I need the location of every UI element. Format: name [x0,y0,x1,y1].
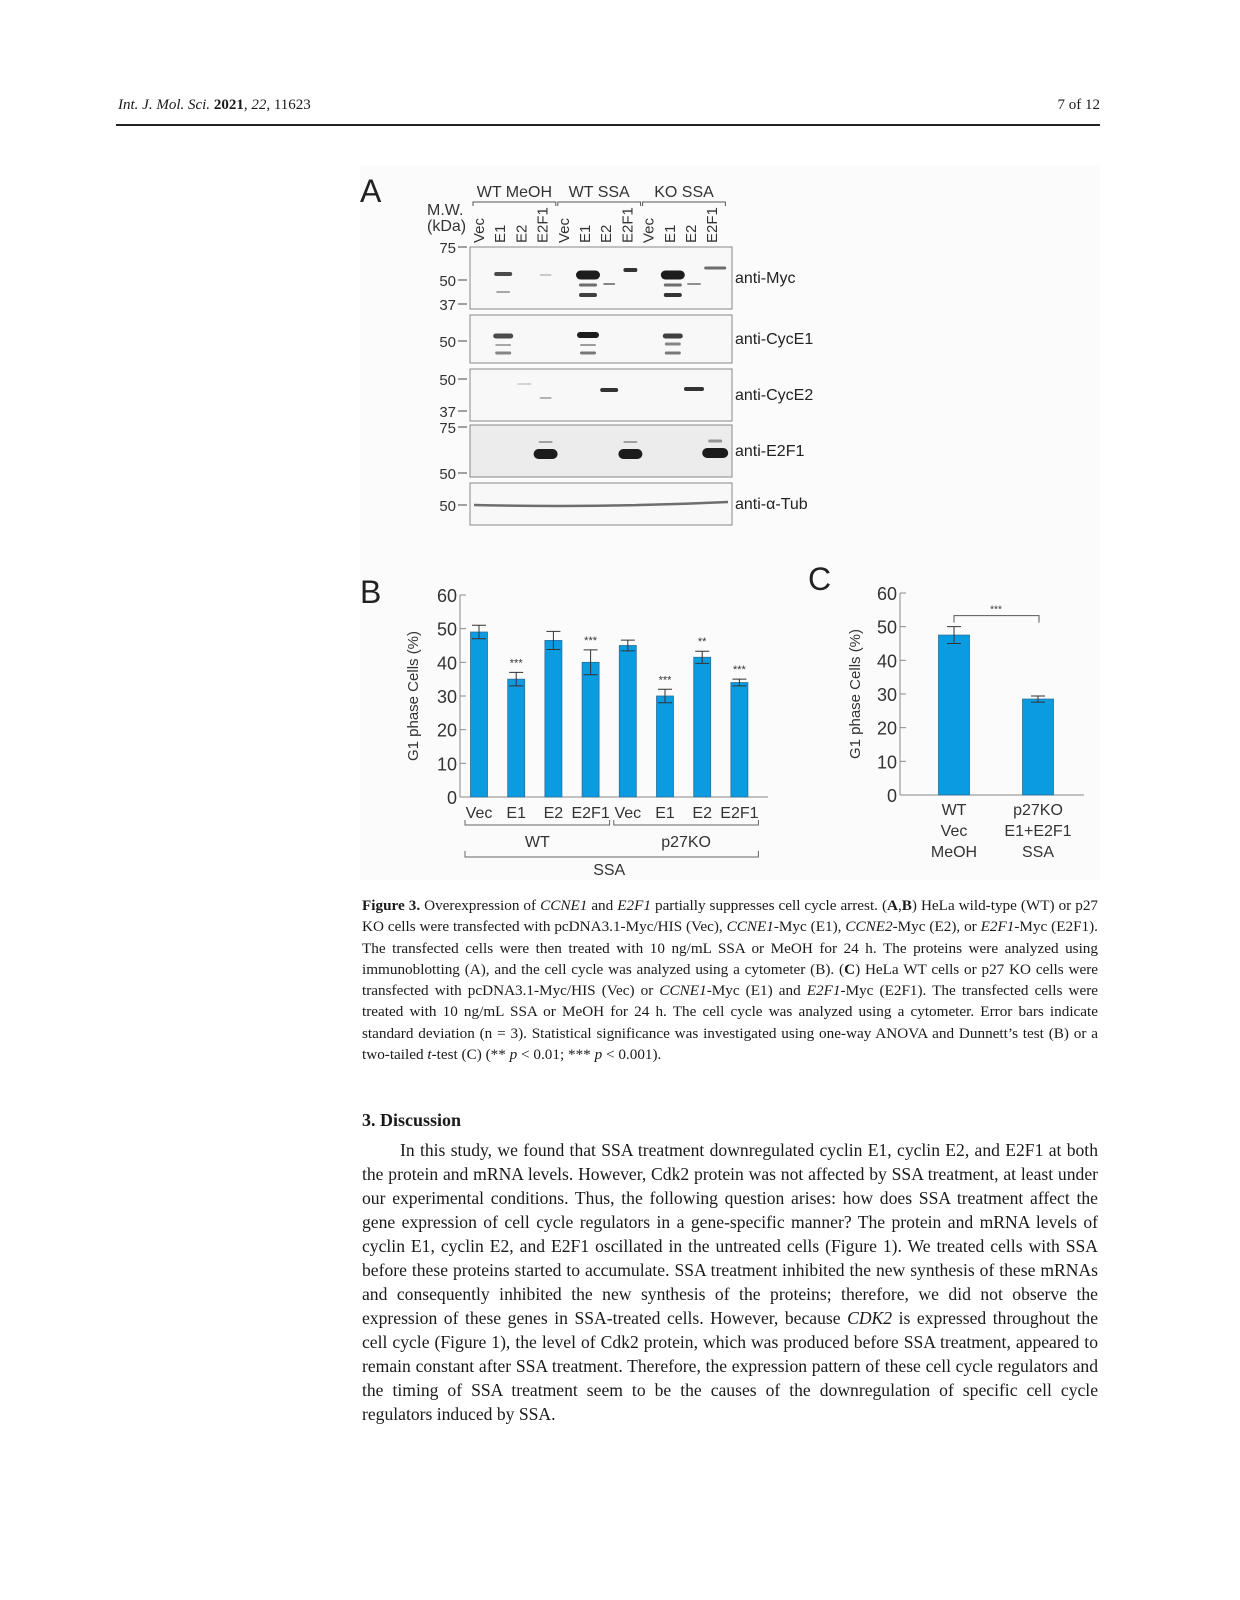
protein-band [577,332,599,338]
bar [582,662,599,797]
caption-label: Figure 3. [362,897,421,914]
y-tick-label: 40 [876,651,897,672]
protein-band [534,449,558,459]
bar [694,657,711,797]
caption-text: -test (C) (** [431,1046,510,1064]
outer-group-label: SSA [593,862,626,879]
figure-3 [360,165,1100,880]
significance-marker: *** [732,664,746,677]
y-tick-label: 20 [436,720,457,741]
article-number: 11623 [273,97,311,113]
protein-band [540,274,552,276]
protein-band [495,344,511,346]
caption-text: ) HeLa wild-type (WT) or p27 KO cells were transfected with pcDNA3.1-Myc/HIS (Vec), [362,897,1099,936]
protein-band [580,352,596,355]
gene-name: CDK2 [847,1308,893,1328]
protein-band [603,283,615,285]
bar [657,696,674,797]
protein-band [494,272,512,276]
x-tick-label: WT [941,802,967,819]
lane-label: E2 [683,224,700,243]
lane-label: E1 [577,224,594,243]
lane-label: E1 [492,224,510,243]
protein-band [618,449,642,459]
protein-band [623,441,637,443]
paragraph-text: is expressed throughout the cell cycle (Figure 1), the level of Cdk2 protein, which was produced before SSA treatment, appeared to remain constant after SSA treatment. Therefore, the expression pattern of these cell cycle regulators and the timing of SSA treatment seem to be the causes of the downregulation of specific cell cycle regulators induced by SSA. [362,1308,1099,1424]
protein-band [496,291,510,293]
caption-text: -Myc (E2), or [892,918,981,936]
y-axis-label: G1 phase Cells (%) [405,630,422,762]
lane-label: E2F1 [619,207,637,243]
journal-volume: 22 [251,97,267,113]
bar [471,632,488,797]
y-tick-label: 40 [436,653,457,674]
group-bracket [558,202,641,206]
header-rule [116,124,1100,126]
journal-citation: Int. J. Mol. Sci. 2021, 22, 11623 [118,97,311,113]
group-label: p27KO [661,834,712,851]
mw-marker: 75 [439,420,456,437]
lane-label: E2F1 [534,207,552,243]
discussion-paragraph [362,1138,1098,1426]
blot-anticyce1 [439,315,813,363]
y-tick-label: 0 [886,786,897,806]
y-axis-label: G1 phase Cells (%) [847,628,864,760]
group-label: WT [524,834,550,851]
caption-text: Overexpression of [420,897,541,914]
gene-name: CCNE1 [659,982,707,1000]
y-tick-label: 20 [876,718,897,739]
bar [939,635,970,795]
x-tick-label: Vec [940,823,968,840]
journal-year: 2021 [213,97,244,113]
caption-text: , [897,897,902,914]
blot-antitub [439,483,807,525]
blot-membrane [470,369,732,421]
protein-band [708,440,722,443]
gene-name: E2F1 [980,918,1015,936]
page-number: 7 of 12 [1057,97,1100,113]
protein-band [576,271,600,280]
x-tick-label: Vec [465,805,493,822]
protein-band [687,283,701,285]
gene-name: CCNE1 [540,897,588,914]
gene-name: E2F1 [617,897,651,914]
mw-marker: 50 [439,372,456,389]
protein-band [702,448,728,458]
caption-text: and [587,897,618,914]
panel-b [360,574,768,879]
kda-label: (kDa) [427,218,467,235]
y-tick-label: 0 [446,788,457,808]
gene-name: E2F1 [806,982,841,1000]
protein-band [623,268,637,272]
figure-caption [362,895,1098,1065]
mw-marker: 50 [439,498,456,515]
panel-ref: C [844,960,856,978]
section-heading: 3. Discussion [362,1110,462,1130]
protein-band [665,352,681,355]
blot-antie2f1 [439,420,804,483]
y-tick-label: 60 [876,584,897,604]
protein-band [661,271,685,280]
significance-marker: *** [509,657,523,670]
x-tick-label: E1 [506,805,526,822]
caption-text: -Myc (E1), [773,918,846,936]
mw-marker: 37 [439,297,456,314]
blot-membrane [470,247,732,309]
protein-band [665,343,681,346]
bar [731,683,748,797]
x-tick-label: p27KO [1013,802,1063,819]
lane-label: E1 [661,224,679,243]
caption-text: < 0.01; *** [517,1046,595,1064]
x-tick-label: E2F1 [571,805,610,822]
panel-a-letter: A [360,173,382,209]
y-tick-label: 50 [876,617,897,638]
panel-c [808,561,1084,861]
lane-label: Vec [640,217,658,243]
protein-band [493,334,513,339]
outer-bracket [465,851,758,857]
blot-membrane [470,425,732,477]
y-tick-label: 30 [876,685,897,705]
group-label: KO SSA [654,184,714,201]
mw-marker: 50 [439,466,456,483]
panel-letter: B [360,574,382,610]
protein-band [495,352,511,355]
protein-band [539,441,553,443]
group-label: WT MeOH [476,184,553,201]
x-tick-label: Vec [614,805,642,822]
comparison-bracket [954,616,1039,623]
bar [619,646,636,798]
protein-band [580,344,596,346]
x-tick-label: E2F1 [720,805,759,822]
antibody-label: anti-Myc [735,270,796,287]
running-header [118,97,1100,119]
lane-label: Vec [555,217,573,243]
blot-membrane [470,315,732,363]
x-tick-label: SSA [1021,844,1055,861]
protein-band [600,388,618,392]
y-tick-label: 60 [436,586,457,606]
x-tick-label: MeOH [930,844,978,861]
caption-text: -Myc (E2F1). The transfected cells were treated with 10 ng/mL SSA or MeOH for 24 h. The cell cycle was analyzed using a cytometer. Error bars indicate standard deviation (n = 3). Statistical significance was investigated using one-way ANOVA and Dunnett’s test (B) or a two-tailed [362,982,1098,1064]
mw-marker: 37 [439,404,456,421]
y-tick-label: 10 [876,752,897,773]
panel-ref: B [901,897,912,914]
x-tick-label: E1+E2F1 [1004,823,1072,840]
blot-anticyce2 [439,369,813,421]
mw-marker: 50 [439,273,456,290]
stat-symbol: t [427,1046,432,1064]
caption-text: -Myc (E1) and [706,982,807,1000]
protein-band [517,383,531,385]
lane-label: E2F1 [704,207,722,243]
bar [545,640,562,797]
antibody-label: anti-CycE2 [735,387,814,404]
significance-marker: ** [697,636,707,649]
significance-marker: *** [658,674,672,687]
significance-marker: *** [990,604,1002,616]
journal-name: Int. J. Mol. Sci. [118,97,211,113]
antibody-label: anti-α-Tub [735,496,808,513]
blot-antimyc [439,240,795,314]
lane-label: E2 [513,224,531,243]
panel-letter: C [808,561,832,597]
panel-ref: A [887,897,898,914]
caption-text: ) HeLa WT cells or p27 KO cells were transfected with pcDNA3.1-Myc/HIS (Vec) or [362,960,1098,1000]
x-tick-label: E2 [543,805,564,822]
lane-label: Vec [471,217,488,243]
x-tick-label: E2 [692,805,712,822]
caption-text: < 0.001). [602,1046,662,1064]
y-tick-label: 30 [436,687,457,707]
group-bracket [473,202,556,206]
protein-band [664,293,682,297]
significance-marker: *** [584,634,598,647]
stat-symbol: p [594,1046,603,1064]
caption-text: -Myc (E2F1). The transfected cells were then treated with 10 ng/mL SSA or MeOH for 24 h. The proteins were analyzed using immunoblotting (A), and the cell cycle was analyzed using a cytometer (B). ( [362,918,1098,978]
protein-band [579,293,597,297]
lane-label: E2 [598,224,616,243]
y-tick-label: 10 [436,754,457,775]
y-tick-label: 50 [436,619,457,640]
mw-marker: 75 [439,240,456,257]
antibody-label: anti-E2F1 [735,443,805,460]
x-tick-label: E1 [655,805,675,822]
antibody-label: anti-CycE1 [735,331,814,348]
bar [1023,699,1054,795]
protein-band [704,267,726,270]
protein-band [540,397,552,399]
gene-name: CCNE2 [845,918,893,936]
caption-text: partially suppresses cell cycle arrest. ( [650,897,888,914]
panel-a [360,173,813,525]
protein-band [663,334,683,339]
bar [508,679,525,797]
mw-label: M.W. [427,202,464,219]
protein-band [579,284,597,287]
group-label: WT SSA [568,184,630,201]
figure-canvas [360,165,1100,880]
protein-band [684,387,704,391]
protein-band [664,284,682,287]
paragraph-text: In this study, we found that SSA treatment downregulated cyclin E1, cyclin E2, and E2F1 at both the protein and mRNA levels. However, Cdk2 protein was not affected by SSA treatment, at least under our experimental conditions. Thus, the following question arises: how does SSA treatment affect the gene expression of cell cycle regulators in a gene-specific manner? The protein and mRNA levels of cyclin E1, cyclin E2, and E2F1 oscillated in the untreated cells (Figure 1). We treated cells with SSA before these proteins started to accumulate. SSA treatment inhibited the new synthesis of these mRNAs and consequently inhibited the new synthesis of the proteins; therefore, we did not observe the expression of these genes in SSA-treated cells. However, because [362,1140,1098,1328]
mw-marker: 50 [439,334,456,351]
group-bracket [643,202,726,206]
stat-symbol: p [509,1046,518,1064]
gene-name: CCNE1 [726,918,774,936]
